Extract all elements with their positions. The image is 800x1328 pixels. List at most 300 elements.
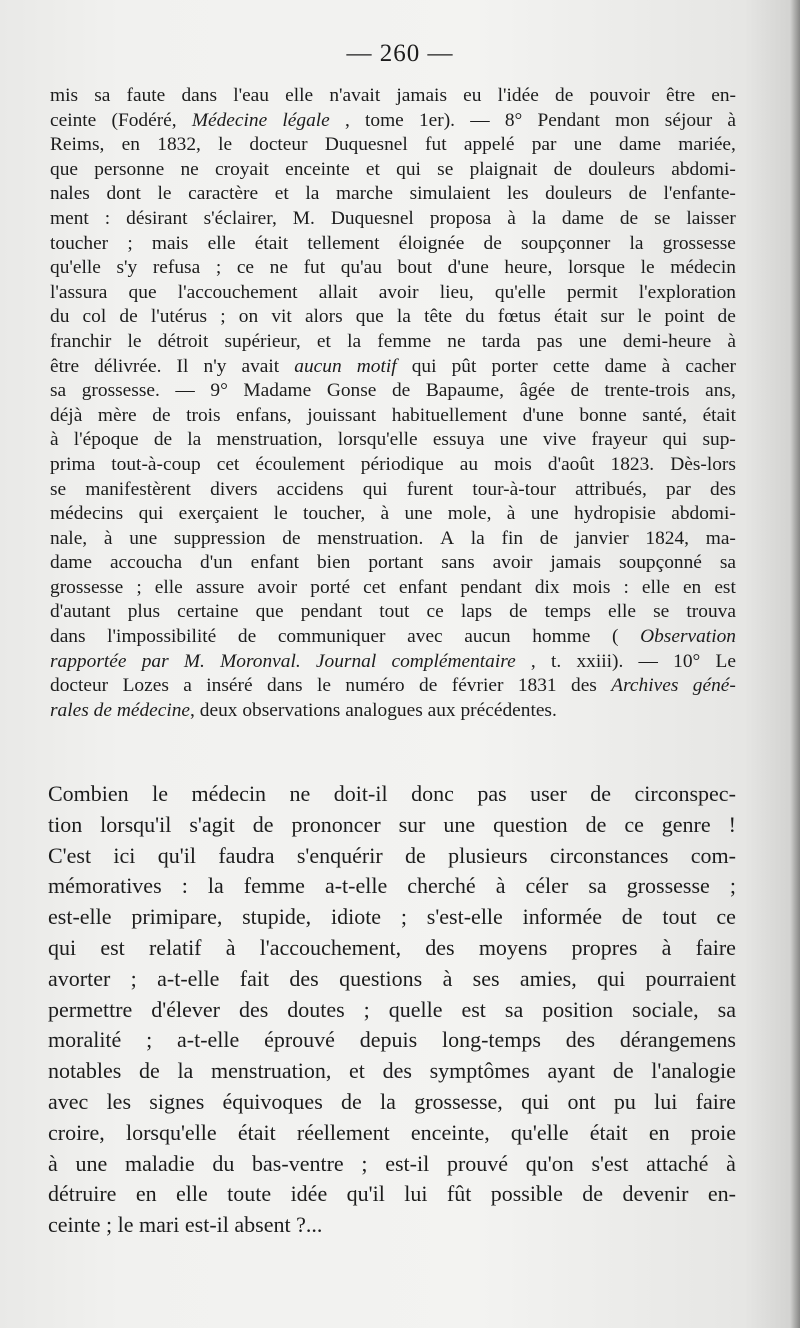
main-text-line [48, 841, 736, 872]
small-print-word: le [127, 330, 142, 352]
small-print-word: se [653, 601, 670, 623]
small-print-word: la [531, 207, 546, 229]
small-print-word: mère [97, 404, 137, 426]
small-print-word: mariée, [678, 134, 736, 156]
small-print-word: par [666, 478, 691, 500]
main-text-word: à [225, 934, 236, 960]
main-text-word: ce [716, 904, 736, 930]
main-text-word: question [493, 811, 568, 837]
small-print-word: de [628, 183, 647, 205]
main-text-word: fait [239, 965, 270, 991]
small-print-word: de [553, 158, 572, 180]
main-text-word: réellement [296, 1119, 390, 1145]
small-print-word: avoir [257, 576, 298, 598]
small-print-word: de [555, 85, 574, 106]
small-print-word: rapportée [50, 650, 127, 672]
main-text-word: doit-il [333, 781, 388, 806]
main-text-word: en [648, 1119, 670, 1145]
small-print-word: Madame [243, 380, 312, 402]
main-text-word: : [181, 873, 188, 899]
main-text-line [48, 1179, 736, 1210]
small-print-word: ; [220, 306, 226, 328]
small-print-word: que [355, 306, 384, 328]
small-print-word: qu'au [340, 257, 382, 279]
small-print-word: accoucha [109, 552, 183, 574]
small-print-word: cet [363, 576, 386, 598]
small-print-word: sup- [702, 429, 736, 451]
small-print-word: qui [138, 503, 164, 525]
small-print-word: douleurs [588, 158, 655, 180]
small-print-word: de [539, 527, 559, 549]
main-text-word: à [495, 873, 506, 899]
small-print-word: éloignée [398, 232, 465, 254]
small-print-word: femme [377, 330, 432, 352]
small-print-word: attribués, [575, 478, 647, 500]
page-number: — 260 — [346, 40, 454, 67]
small-print-word: docteur [50, 675, 109, 697]
small-print-word: motif [356, 355, 397, 377]
small-print-word: l'utérus [150, 306, 208, 328]
small-print-word: avoir [378, 281, 419, 303]
small-print-word: qu'elle [494, 281, 546, 303]
main-text-word: était [589, 1119, 628, 1145]
small-print-word: à [380, 503, 390, 525]
main-text-word: Combien [48, 781, 129, 806]
small-print-word: Observation [640, 626, 736, 648]
small-print-word: vive [542, 429, 577, 451]
small-print-word: mis [50, 85, 79, 106]
small-print-word: point [664, 306, 705, 328]
small-print-word: ; [136, 576, 142, 598]
main-text-word: prononcer [291, 811, 381, 837]
small-print-word: deux [199, 699, 238, 721]
small-print-word: à [50, 429, 59, 451]
small-print-word: Pendant [537, 109, 600, 131]
small-print-word: toucher [50, 232, 109, 254]
small-print-word: grossesse. [81, 380, 160, 402]
small-print-word: écoulement [255, 453, 345, 475]
main-text-word: a-t-elle [157, 965, 220, 991]
small-print-word: d'août [547, 453, 595, 475]
small-print-word: abdomi- [671, 503, 736, 525]
small-print-word: jamais [550, 552, 601, 574]
small-print-word: supérieur, [224, 330, 301, 352]
main-text-word: attaché [646, 1150, 709, 1176]
small-print-word: dans [181, 85, 218, 106]
small-print-word: une [129, 527, 158, 549]
small-print-word: croyait [215, 158, 269, 180]
small-print-word: menstruation, [216, 429, 323, 451]
small-print-word: — [175, 380, 195, 402]
main-text-word: lorsqu'elle [125, 1119, 217, 1145]
small-print-word: nale, [50, 527, 88, 549]
small-print-word: t. [550, 650, 562, 672]
small-print-word: 8° [504, 109, 523, 131]
main-text-word: avec [48, 1088, 89, 1114]
small-print-word: du [465, 306, 485, 328]
small-print-word: fœtus [497, 306, 541, 328]
small-print-line [50, 305, 736, 330]
small-print-word: le [157, 183, 172, 205]
main-text-word: à [661, 934, 672, 960]
small-print-word: dame [619, 134, 662, 156]
small-print-word: périodique [360, 453, 444, 475]
small-print-line [50, 650, 736, 675]
small-print-line [50, 158, 736, 183]
main-text-word: symptômes [429, 1058, 530, 1084]
small-print-word: déjà [50, 404, 83, 426]
main-text-word: relatif [148, 934, 202, 960]
small-print-word: — [638, 650, 658, 672]
small-print-word: habituellement [391, 404, 507, 426]
small-print-word: ; [127, 232, 133, 254]
main-text-word: en- [707, 1181, 736, 1207]
small-print-word: homme [532, 626, 591, 648]
small-print-word: M. [183, 650, 205, 672]
main-text-word: absent [234, 1212, 291, 1238]
small-print-word: frayeur [591, 429, 648, 451]
main-text-word: de [590, 781, 612, 806]
small-print-word: simulaient [409, 183, 491, 205]
small-print-word: avoir [492, 552, 533, 574]
small-print-word: observations [242, 699, 341, 721]
small-print-word: séjour [664, 109, 713, 131]
small-print-word: on [238, 306, 259, 328]
small-print-word: est [714, 576, 736, 598]
main-text-word: médecin [191, 781, 267, 806]
main-text-word: menstruation, [211, 1058, 332, 1084]
small-print-word: 9° [210, 380, 228, 402]
small-print-word: elle [154, 576, 183, 598]
main-text-word: amies, [519, 965, 577, 991]
small-print-word: se [50, 478, 67, 500]
small-print-word: ce [426, 601, 444, 623]
main-text-word: pas [477, 781, 507, 806]
small-print-word: fin [501, 527, 524, 549]
small-print-word: sur [600, 306, 625, 328]
small-print-word: légale [282, 109, 330, 131]
main-text-word: ; [130, 965, 137, 991]
main-text-word: de [621, 904, 643, 930]
main-text-word: faire [695, 1088, 736, 1114]
main-text-word: sur [398, 811, 426, 837]
small-print-line [50, 453, 736, 478]
small-print-word: demi-heure [622, 330, 712, 352]
small-print-word: que [50, 158, 78, 180]
main-text-word: les [106, 1088, 132, 1114]
main-text-word: des [382, 1058, 412, 1084]
main-text-word: dérangemens [619, 1027, 736, 1053]
main-text-word: devenir [622, 1181, 689, 1207]
small-print-word: faute [126, 85, 166, 106]
small-print-word: février [451, 675, 504, 697]
small-print-word: et [316, 330, 331, 352]
main-text-word: circonstances [549, 842, 669, 868]
small-print-word: de [717, 306, 736, 328]
small-print-word: 1823. [610, 453, 655, 475]
main-text-word: s'enquérir [296, 842, 383, 868]
small-print-word: suppression [173, 527, 266, 549]
small-print-line [50, 502, 736, 527]
main-text-word: des [565, 1027, 596, 1053]
main-text-word: C'est [48, 842, 92, 868]
small-print-word: était [254, 232, 289, 254]
small-print-word: à [103, 527, 113, 549]
small-print-word: aux [427, 699, 456, 721]
small-print-word: Reims, [50, 134, 105, 156]
small-print-word: à [661, 355, 671, 377]
main-text-word: sa [504, 996, 524, 1022]
small-print-word: était [702, 404, 736, 426]
main-text-word: la [380, 1088, 396, 1114]
main-text-word: permettre [48, 996, 133, 1022]
main-text-word: qu'on [525, 1150, 574, 1176]
small-print-line [50, 428, 736, 453]
small-print-line [50, 256, 736, 281]
small-print-line [50, 355, 736, 380]
small-print-word: à [727, 330, 736, 352]
small-print-word: elle [285, 85, 314, 106]
main-text-line [48, 933, 736, 964]
small-print-word: des [571, 675, 597, 697]
main-text-word: informée [522, 904, 602, 930]
main-text-word: tion [48, 811, 83, 837]
small-print-word: être [50, 355, 80, 377]
main-text-word: céler [525, 873, 569, 899]
main-text-line [48, 964, 736, 995]
small-print-word: le [640, 257, 655, 279]
main-text-word: qu'il [157, 842, 196, 868]
main-text-word: est [461, 996, 486, 1022]
small-print-word: dans [267, 675, 303, 697]
main-text-word: sa [588, 873, 607, 899]
small-print-word: se [654, 207, 671, 229]
small-print-word: elle [608, 601, 637, 623]
main-text-word: cherché [407, 873, 476, 899]
main-text-word: stupide, [242, 904, 312, 930]
small-print-word: Journal [315, 650, 377, 672]
small-print-word: ne [447, 330, 466, 352]
small-print-word: précédentes. [460, 699, 557, 721]
main-text-line [48, 1149, 736, 1180]
main-text-word: d'élever [151, 996, 220, 1022]
small-print-word: une [530, 503, 559, 525]
small-print-word: de [237, 626, 257, 648]
small-print-line [50, 109, 736, 134]
small-print-word: qui [396, 158, 421, 180]
small-print-word: une [573, 134, 602, 156]
main-text-word: qui [48, 934, 77, 960]
main-text-word: notables [48, 1058, 122, 1084]
small-print-word: à [727, 109, 736, 131]
small-print-word: A [440, 527, 455, 549]
main-text-word: questions [339, 965, 423, 991]
small-print-word: communiquer [277, 626, 386, 648]
small-print-word: tout [379, 601, 410, 623]
small-print-word: enfans, [236, 404, 292, 426]
main-text-word: des [289, 965, 319, 991]
small-print-word: la [305, 183, 320, 205]
small-print-word: tour-à-tour [472, 478, 556, 500]
main-text-word: propres [571, 934, 638, 960]
small-print-word: de [93, 699, 112, 721]
small-print-word: cet [216, 453, 240, 475]
small-print-word: 1831 [517, 675, 557, 697]
small-print-word: franchir [50, 330, 112, 352]
small-print-word: mole, [447, 503, 492, 525]
small-print-word: douleurs [545, 183, 612, 205]
main-text-word: avorter [48, 965, 111, 991]
small-print-paragraph [50, 84, 736, 723]
small-print-word: M. [292, 207, 315, 229]
main-text-word: lui [404, 1181, 428, 1207]
small-print-word: médecine [116, 699, 191, 721]
main-text-word: ont [567, 1088, 596, 1114]
small-print-word: , [344, 109, 350, 131]
main-text-line [48, 1056, 736, 1087]
small-print-word: médecin [670, 257, 736, 279]
main-text-word: lorsqu'il [100, 811, 172, 837]
main-text-word: position [542, 996, 614, 1022]
small-print-word: par [141, 650, 169, 672]
main-text-line [48, 1118, 736, 1149]
main-text-word: moyens [478, 934, 548, 960]
small-print-word: la [187, 429, 202, 451]
main-text-word: ; [400, 904, 407, 930]
small-print-word: tarda [481, 330, 521, 352]
small-print-word: l'idée [497, 85, 539, 106]
main-text-word: femme [243, 873, 305, 899]
small-print-word: elle [641, 576, 670, 598]
small-print-line [50, 330, 736, 355]
main-text-word: l'accouchement, [259, 934, 402, 960]
main-text-word: à [48, 1150, 58, 1176]
small-print-word: proposa [429, 207, 492, 229]
main-text-word: prouvé [446, 1150, 509, 1176]
main-text-word: lui [654, 1088, 678, 1114]
small-print-word: par [531, 134, 557, 156]
small-print-word: jamais [396, 85, 447, 106]
small-print-word: tellement [307, 232, 380, 254]
small-print-word: ; [215, 257, 222, 279]
small-print-word: la [470, 527, 485, 549]
main-text-word: circonspec- [634, 781, 736, 806]
main-text-word: à [442, 965, 453, 991]
small-print-word: ne [269, 257, 288, 279]
small-print-word: de [570, 380, 589, 402]
small-print-word: qui [662, 429, 688, 451]
main-text-word: faire [695, 934, 736, 960]
small-print-word: lieu, [439, 281, 474, 303]
small-print-word: bien [316, 552, 351, 574]
main-text-word: la [177, 1058, 194, 1084]
small-print-word: trente-trois [604, 380, 690, 402]
small-print-word: ma- [705, 527, 736, 549]
main-text-word: plusieurs [448, 842, 528, 868]
small-print-word: manifestèrent [85, 478, 191, 500]
small-print-word: , [190, 699, 195, 721]
main-text-word: genre [661, 811, 711, 837]
small-print-line [50, 84, 736, 109]
small-print-word: Le [715, 650, 736, 672]
main-text-word: le [152, 781, 169, 806]
page-edge-shadow [790, 0, 800, 1328]
small-print-word: d'un [200, 552, 233, 574]
small-print-word: fut [425, 134, 447, 156]
main-text-word: a-t-elle [177, 1027, 240, 1053]
small-print-word: âgée [519, 380, 556, 402]
small-print-word: l'exploration [638, 281, 736, 303]
small-print-word: n'y [203, 355, 227, 377]
main-text-word: signes [149, 1088, 205, 1114]
small-print-word: que [128, 281, 157, 303]
main-text-word: proie [690, 1119, 736, 1145]
main-text-word: s'est [591, 1150, 629, 1176]
small-print-word: se [437, 158, 454, 180]
main-text-word: primipare, [131, 904, 223, 930]
small-print-word: : [623, 576, 629, 598]
main-text-word: ; [106, 1212, 113, 1238]
small-print-word: pouvoir [589, 85, 650, 106]
small-print-word: l'impossibilité [107, 626, 217, 648]
main-text-word: ; [729, 873, 736, 899]
small-print-word: appelé [463, 134, 515, 156]
main-text-word: sa [717, 996, 736, 1022]
main-text-word: pourraient [645, 965, 736, 991]
small-print-word: cacher [685, 355, 736, 377]
main-text-word: ! [728, 811, 736, 837]
small-print-word: porté [310, 576, 351, 598]
small-print-word: désirant [126, 207, 188, 229]
main-text-word: pu [613, 1088, 636, 1114]
main-text-word: des [425, 934, 455, 960]
small-print-word: qui [411, 355, 437, 377]
small-print-word: qui [362, 478, 388, 500]
main-text-word: qui [521, 1088, 550, 1114]
small-print-word: personne [94, 158, 165, 180]
small-print-word: plus [127, 601, 161, 623]
main-text-line [48, 1025, 736, 1056]
small-print-word: Bapaume, [425, 380, 504, 402]
small-print-word: ceinte [50, 109, 97, 131]
small-print-word: l'époque [73, 429, 139, 451]
small-print-line [50, 182, 736, 207]
small-print-word: mois [572, 576, 611, 598]
small-print-word: en [682, 576, 702, 598]
small-print-word: bout [397, 257, 433, 279]
small-print-word: dix [534, 576, 560, 598]
small-print-line [50, 527, 736, 552]
main-text-word: ce [624, 811, 644, 837]
small-print-word: de [391, 380, 411, 402]
small-print-word: était [553, 306, 588, 328]
small-print-word: dame [604, 355, 647, 377]
main-text-word: est-elle [48, 904, 112, 930]
small-print-word: de [282, 527, 301, 549]
small-print-word: l'assura [50, 281, 108, 303]
main-text-word: en [135, 1181, 157, 1207]
small-print-word: hydropisie [574, 503, 656, 525]
small-print-word: refusa [152, 257, 201, 279]
small-print-word: complémentaire [391, 650, 516, 672]
small-print-line [50, 404, 736, 429]
main-text-word: ici [113, 842, 136, 868]
small-print-word: porter [491, 355, 538, 377]
main-text-word: fût [446, 1181, 472, 1207]
small-print-word: , [530, 650, 536, 672]
small-print-word: aucun [464, 626, 511, 648]
small-print-word: la [629, 232, 644, 254]
